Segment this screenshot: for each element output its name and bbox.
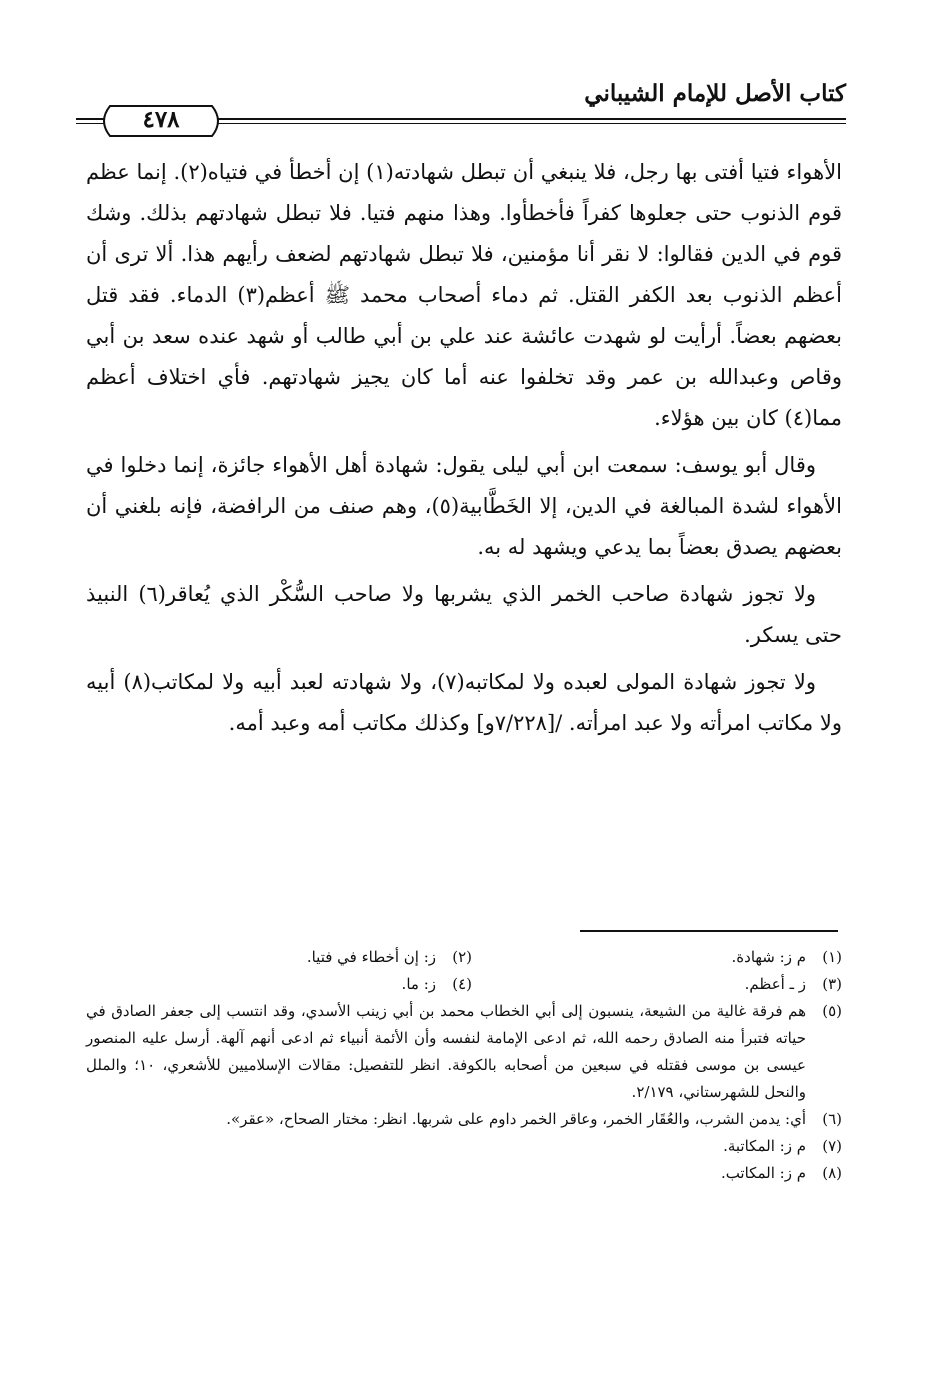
page-header	[76, 70, 846, 140]
footnote	[86, 1133, 842, 1160]
footnotes	[86, 944, 842, 1187]
footnote-number: (٣)	[822, 975, 842, 993]
footnote	[86, 998, 842, 1106]
footnote-text: م ز: شهادة.	[731, 948, 806, 966]
paragraph: وقال أبو يوسف: سمعت ابن أبي ليلى يقول: شهادة أهل الأهواء جائزة، إنما دخلوا في الأهواء لشدة المبالغة في الدين، إلا الخَطَّابية(٥)، وهم صنف من الرافضة، فإنه بلغني أن بعضهم يصدق بعضاً بما يدعي ويشهد له به.	[86, 453, 842, 559]
paragraph: الأهواء فتيا أفتى بها رجل، فلا ينبغي أن تبطل شهادته(١) إن أخطأ في فتياه(٢). إنما عظم قوم الذنوب حتى جعلوها كفراً فأخطأوا. وهذا منهم فتيا. فلا تبطل شهادتهم بذلك. وشك قوم في الدين فقالوا: لا نقر أنا مؤمنين، فلا تبطل شهادتهم لضعف رأيهم هذا. ألا ترى أن أعظم الذنوب بعد الكفر القتل. ثم دماء أصحاب محمد ﷺ أعظم(٣) الدماء. فقد قتل بعضهم بعضاً. أرأيت لو شهدت عائشة عند علي بن أبي طالب أو شهد عنده سعد بن أبي وقاص وعبدالله بن عمر وقد تخلفوا عنه أما كان يجيز شهادتهم. فأي اختلاف أعظم مما(٤) كان بين هؤلاء.	[86, 160, 843, 430]
footnote-number: (٢)	[452, 948, 472, 966]
footnote	[102, 971, 472, 998]
footnote-number: (٥)	[822, 1002, 842, 1020]
footnote-separator	[580, 930, 838, 932]
footnote-row	[86, 944, 842, 971]
main-text	[86, 152, 842, 750]
footnote	[472, 944, 842, 971]
paragraph: ولا تجوز شهادة صاحب الخمر الذي يشربها ولا صاحب السُّكْر الذي يُعاقر(٦) النبيذ حتى يسكر.	[86, 582, 842, 647]
footnote-number: (١)	[822, 948, 842, 966]
footnote-row	[86, 971, 842, 998]
footnote-number: (٧)	[822, 1137, 842, 1155]
footnote-text: ز: إن أخطاء في فتيا.	[306, 948, 436, 966]
footnote-text: ز: ما.	[401, 975, 436, 993]
page-number: ٤٧٨	[142, 106, 180, 133]
paragraph: ولا تجوز شهادة المولى لعبده ولا لمكاتبه(٧)، ولا شهادته لعبد أبيه ولا لمكاتب(٨) أبيه ولا مكاتب امرأته ولا عبد امرأته. /[٧/٢٢٨و] وكذلك مكاتب أمه وعبد أمه.	[86, 670, 842, 735]
book-title: كتاب الأصل للإمام الشيباني	[584, 80, 846, 107]
footnote	[86, 1160, 842, 1187]
footnote-number: (٤)	[452, 975, 472, 993]
footnote-text: ز ـ أعظم.	[744, 975, 806, 993]
footnote-text: م ز: المكاتبة.	[723, 1137, 806, 1155]
footnote-text: م ز: المكاتب.	[720, 1164, 806, 1182]
footnote-number: (٨)	[822, 1164, 842, 1182]
footnote	[102, 944, 472, 971]
footnote-number: (٦)	[822, 1110, 842, 1128]
page-number-badge	[96, 104, 226, 138]
footnote	[86, 1106, 842, 1133]
footnote-text: أي: يدمن الشرب، والعُقَار الخمر، وعاقر الخمر داوم على شربها. انظر: مختار الصحاح، «عقر».	[226, 1110, 806, 1128]
footnote	[472, 971, 842, 998]
footnote-text: هم فرقة غالية من الشيعة، ينسبون إلى أبي الخطاب محمد بن أبي زينب الأسدي، وقد انتسب إلى جعفر الصادق في حياته فتبرأ منه الصادق رحمه الله، ثم ادعى الإمامة لنفسه وأن الأئمة أنبياء ثم ادعى أنهم آلهة. أرسل عليه المنصور عيسى بن موسى فقتله في سبعين من أصحابه بالكوفة. انظر للتفصيل: مقالات الإسلاميين للأشعري، ١٠؛ والملل والنحل للشهرستاني، ٢/١٧٩.	[86, 1002, 807, 1101]
